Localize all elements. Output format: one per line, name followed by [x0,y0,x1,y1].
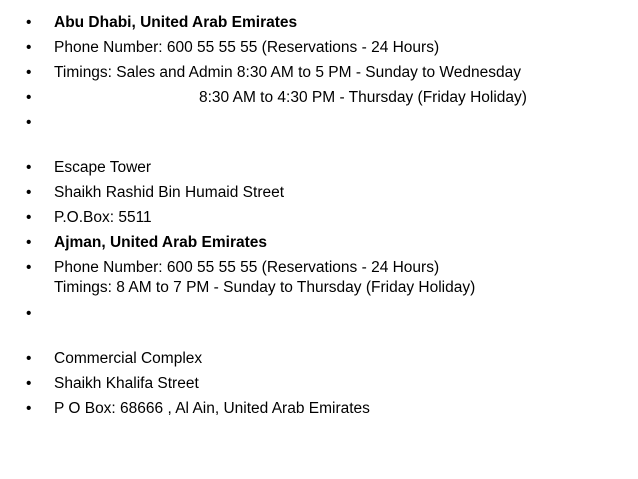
bullet-icon: • [26,305,32,322]
list-item [26,399,626,419]
bullet-icon: • [26,234,32,251]
bullet-icon: • [26,375,32,392]
bullet-icon: • [26,14,32,31]
list-item [26,374,626,394]
list-item [26,233,626,253]
ajman-heading: Ajman, United Arab Emirates [54,234,268,251]
abu-dhabi-heading: Abu Dhabi, United Arab Emirates [54,14,298,31]
po-box-5511: P.O.Box: 5511 [54,209,152,226]
escape-tower: Escape Tower [54,159,152,176]
abu-dhabi-timings: Timings: Sales and Admin 8:30 AM to 5 PM - Sunday to Wednesday [54,64,521,81]
list-item [26,304,626,324]
ajman-phone-timings [54,258,626,298]
bullet-icon: • [26,184,32,201]
list-item [26,349,626,369]
list-item [26,258,626,298]
bullet-icon: • [26,39,32,56]
al-ain-po-box: P O Box: 68666 , Al Ain, United Arab Emirates [54,400,370,417]
list-item [26,183,626,203]
ajman-phone: Phone Number: 600 55 55 55 (Reservations - 24 Hours) [54,259,440,276]
ajman-timings: Timings: 8 AM to 7 PM - Sunday to Thursday (Friday Holiday) [54,279,476,296]
bullet-icon: • [26,259,32,276]
list-item [26,63,626,83]
bullet-icon: • [26,350,32,367]
abu-dhabi-phone: Phone Number: 600 55 55 55 (Reservations - 24 Hours) [54,39,440,56]
bullet-icon: • [26,64,32,81]
commercial-complex: Commercial Complex [54,350,203,367]
list-item [26,113,626,133]
abu-dhabi-timings-thursday: 8:30 AM to 4:30 PM - Thursday (Friday Holiday) [199,89,527,106]
list-item [26,38,626,58]
bullet-icon: • [26,89,32,106]
list-item [26,88,626,108]
list-item [26,208,626,228]
bullet-icon: • [26,159,32,176]
bullet-icon: • [26,400,32,417]
bullet-icon: • [26,209,32,226]
khalifa-street: Shaikh Khalifa Street [54,375,199,392]
rashid-street: Shaikh Rashid Bin Humaid Street [54,184,285,201]
bullet-icon: • [26,114,32,131]
bullet-list [26,13,626,424]
list-item [26,158,626,178]
list-item [26,13,626,33]
